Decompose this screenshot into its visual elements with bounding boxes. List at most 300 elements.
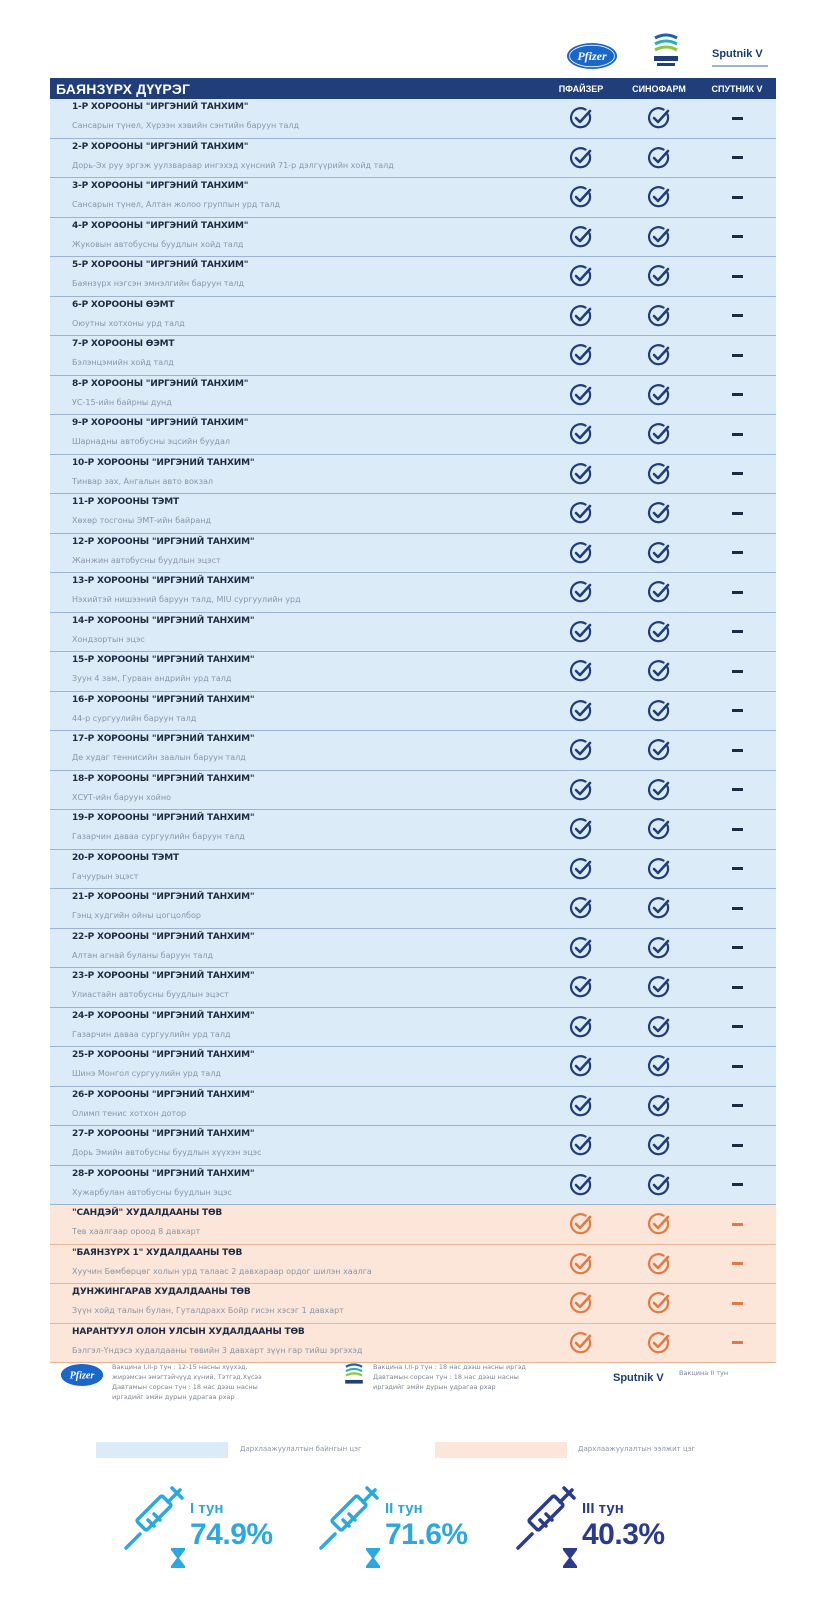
location-info bbox=[50, 1047, 542, 1086]
sputnik-cell bbox=[698, 968, 776, 1007]
pfizer-cell bbox=[542, 494, 620, 533]
sputnik-cell bbox=[698, 1087, 776, 1126]
table-row bbox=[50, 1324, 776, 1364]
location-address: Гэнц худгийн ойны цогцолбор bbox=[72, 911, 201, 920]
table-row bbox=[50, 1126, 776, 1166]
dose-percentage: 74.9% bbox=[190, 1518, 273, 1551]
stat-dose-1 bbox=[118, 1484, 318, 1579]
sputnik-cell bbox=[698, 929, 776, 968]
check-circle-icon bbox=[647, 1094, 671, 1118]
dash-icon bbox=[732, 1183, 743, 1186]
sputnik-cell bbox=[698, 257, 776, 296]
dash-icon bbox=[732, 907, 743, 910]
dose-percentage: 71.6% bbox=[385, 1518, 468, 1551]
sinopharm-logo-icon bbox=[651, 32, 681, 72]
location-address: ХСУТ-ийн баруун хойно bbox=[72, 792, 171, 802]
sinopharm-cell bbox=[620, 889, 698, 928]
sputnik-cell bbox=[698, 139, 776, 178]
check-circle-icon bbox=[569, 1212, 593, 1236]
sputnik-cell bbox=[698, 99, 776, 138]
legend-pfizer bbox=[60, 1362, 262, 1402]
location-info bbox=[50, 1284, 542, 1323]
pfizer-cell bbox=[542, 1008, 620, 1047]
pfizer-cell bbox=[542, 455, 620, 494]
table-row bbox=[50, 968, 776, 1008]
check-circle-icon bbox=[569, 1054, 593, 1078]
location-name: 3-Р ХОРООНЫ "ИРГЭНИЙ ТАНХИМ" bbox=[72, 181, 249, 191]
sputnik-logo bbox=[613, 1368, 671, 1386]
location-address: Дорь-Эх руу эргэж уулзвараар ингэхэд хүнсний 71-р дэлгүүрийн хойд талд bbox=[72, 160, 394, 170]
dose-statistics bbox=[0, 1484, 825, 1584]
location-name: ДУНЖИНГАРАВ ХУДАЛДААНЫ ТӨВ bbox=[72, 1287, 251, 1297]
check-circle-icon bbox=[647, 1054, 671, 1078]
table-body bbox=[50, 99, 776, 1363]
table-row bbox=[50, 771, 776, 811]
sinopharm-cell bbox=[620, 771, 698, 810]
check-circle-icon bbox=[569, 304, 593, 328]
sinopharm-cell bbox=[620, 850, 698, 889]
check-circle-icon bbox=[647, 1133, 671, 1157]
location-address: Жуковын автобусны буудлын хойд талд bbox=[72, 239, 244, 249]
sputnik-cell bbox=[698, 1166, 776, 1205]
sinopharm-cell bbox=[620, 968, 698, 1007]
dash-icon bbox=[732, 314, 743, 317]
check-circle-icon bbox=[569, 225, 593, 249]
location-name: 24-Р ХОРООНЫ "ИРГЭНИЙ ТАНХИМ" bbox=[72, 1010, 255, 1021]
col-header-pfizer: ПФАЙЗЕР bbox=[558, 83, 604, 94]
dash-icon bbox=[732, 1262, 743, 1265]
table-row bbox=[50, 297, 776, 337]
check-circle-icon bbox=[569, 699, 593, 723]
dose-percentage: 40.3% bbox=[582, 1518, 665, 1551]
location-info bbox=[50, 929, 542, 968]
dash-icon bbox=[732, 512, 743, 515]
pfizer-cell bbox=[542, 1087, 620, 1126]
table-row bbox=[50, 692, 776, 732]
sinopharm-cell bbox=[620, 415, 698, 454]
location-address: Баянзүрх нэгсэн эмнэлгийн баруун талд bbox=[72, 279, 245, 288]
location-name: 21-Р ХОРООНЫ "ИРГЭНИЙ ТАНХИМ" bbox=[72, 892, 255, 902]
sinopharm-cell bbox=[620, 257, 698, 296]
location-address: Зүүн хойд талын булан, Гуталдрахх Бойр гисэн хэсэг 1 давхарт bbox=[72, 1306, 344, 1315]
dash-icon bbox=[732, 788, 743, 791]
location-name: 1-Р ХОРООНЫ "ИРГЭНИЙ ТАНХИМ" bbox=[72, 102, 249, 112]
location-info bbox=[50, 257, 542, 296]
hourglass-icon bbox=[560, 1546, 580, 1570]
dash-icon bbox=[732, 709, 743, 712]
dash-icon bbox=[732, 433, 743, 436]
check-circle-icon bbox=[647, 1212, 671, 1236]
table-header bbox=[50, 78, 776, 99]
legend-sputnik-lines bbox=[679, 1368, 728, 1386]
col-header-sinopharm: СИНОФАРМ bbox=[632, 83, 686, 94]
pfizer-cell bbox=[542, 257, 620, 296]
location-name: 9-Р ХОРООНЫ "ИРГЭНИЙ ТАНХИМ" bbox=[72, 418, 249, 428]
blue-key-swatch bbox=[96, 1442, 228, 1458]
location-name: 10-Р ХОРООНЫ "ИРГЭНИЙ ТАНХИМ" bbox=[72, 457, 255, 468]
check-circle-icon bbox=[569, 422, 593, 446]
table-row bbox=[50, 415, 776, 455]
pfizer-cell bbox=[542, 850, 620, 889]
color-key bbox=[0, 1442, 825, 1460]
table-row bbox=[50, 1245, 776, 1285]
legend-sinopharm-lines bbox=[373, 1362, 526, 1392]
sinopharm-cell bbox=[620, 1205, 698, 1244]
location-name: 4-Р ХОРООНЫ "ИРГЭНИЙ ТАНХИМ" bbox=[72, 220, 249, 231]
sputnik-cell bbox=[698, 336, 776, 375]
location-info bbox=[50, 850, 542, 889]
pfizer-cell bbox=[542, 929, 620, 968]
pfizer-cell bbox=[542, 1166, 620, 1205]
sputnik-cell bbox=[698, 297, 776, 336]
location-info bbox=[50, 1166, 542, 1205]
check-circle-icon bbox=[569, 185, 593, 209]
location-name: "САНДЭЙ" ХУДАЛДААНЫ ТӨВ bbox=[72, 1208, 223, 1218]
pfizer-cell bbox=[542, 336, 620, 375]
location-info bbox=[50, 139, 542, 178]
location-info bbox=[50, 968, 542, 1007]
table-row bbox=[50, 455, 776, 495]
location-address: Шарнадны автобусны эцсийн буудал bbox=[72, 437, 230, 446]
location-name: 14-Р ХОРООНЫ "ИРГЭНИЙ ТАНХИМ" bbox=[72, 615, 255, 626]
pfizer-cell bbox=[542, 376, 620, 415]
check-circle-icon bbox=[569, 541, 593, 565]
check-circle-icon bbox=[569, 1173, 593, 1197]
table-row bbox=[50, 1166, 776, 1206]
location-address: Бэлгэл-Үндэсэ худалдааны төвийн 3 давхарт зүүн гар тийш эргэхэд bbox=[72, 1345, 363, 1355]
svg-text:Pfizer: Pfizer bbox=[69, 1370, 95, 1382]
check-circle-icon bbox=[647, 1015, 671, 1039]
sinopharm-cell bbox=[620, 178, 698, 217]
sputnik-cell bbox=[698, 376, 776, 415]
sputnik-logo-text: Sputnik V bbox=[613, 1372, 664, 1384]
sputnik-cell bbox=[698, 810, 776, 849]
check-circle-icon bbox=[647, 817, 671, 841]
location-name: 12-Р ХОРООНЫ "ИРГЭНИЙ ТАНХИМ" bbox=[72, 536, 255, 547]
check-circle-icon bbox=[569, 975, 593, 999]
location-address: Алтан агнай буланы баруун талд bbox=[72, 950, 214, 960]
pfizer-cell bbox=[542, 1047, 620, 1086]
location-name: 20-Р ХОРООНЫ ТЭМТ bbox=[72, 852, 179, 863]
check-circle-icon bbox=[647, 541, 671, 565]
vaccination-table bbox=[50, 78, 776, 1363]
sinopharm-cell bbox=[620, 534, 698, 573]
sputnik-logo-underline bbox=[712, 65, 768, 67]
location-info bbox=[50, 297, 542, 336]
pfizer-cell bbox=[542, 1126, 620, 1165]
sputnik-cell bbox=[698, 731, 776, 770]
sinopharm-cell bbox=[620, 1166, 698, 1205]
location-address: Газарчин даваа сургуулийн урд талд bbox=[72, 1029, 231, 1039]
check-circle-icon bbox=[647, 936, 671, 960]
location-address: Дорь Эмийн автобусны буудлын хүүхэн эцэс bbox=[72, 1148, 262, 1157]
sputnik-cell bbox=[698, 850, 776, 889]
table-row bbox=[50, 731, 776, 771]
check-circle-icon bbox=[647, 343, 671, 367]
sinopharm-cell bbox=[620, 376, 698, 415]
sinopharm-cell bbox=[620, 455, 698, 494]
pfizer-cell bbox=[542, 178, 620, 217]
sinopharm-cell bbox=[620, 297, 698, 336]
check-circle-icon bbox=[647, 422, 671, 446]
sinopharm-cell bbox=[620, 731, 698, 770]
sinopharm-cell bbox=[620, 810, 698, 849]
sputnik-cell bbox=[698, 1047, 776, 1086]
table-row bbox=[50, 99, 776, 139]
pfizer-cell bbox=[542, 573, 620, 612]
check-circle-icon bbox=[647, 699, 671, 723]
sinopharm-cell bbox=[620, 573, 698, 612]
location-name: 17-Р ХОРООНЫ "ИРГЭНИЙ ТАНХИМ" bbox=[72, 734, 255, 744]
check-circle-icon bbox=[569, 462, 593, 486]
sinopharm-cell bbox=[620, 613, 698, 652]
check-circle-icon bbox=[647, 1173, 671, 1197]
location-address: Шинэ Монгол сургуулийн урд талд bbox=[72, 1069, 221, 1078]
location-name: 11-Р ХОРООНЫ ТЭМТ bbox=[72, 497, 179, 507]
sputnik-cell bbox=[698, 573, 776, 612]
pfizer-cell bbox=[542, 415, 620, 454]
location-info bbox=[50, 889, 542, 928]
sputnik-cell bbox=[698, 1245, 776, 1284]
location-info bbox=[50, 771, 542, 810]
check-circle-icon bbox=[569, 383, 593, 407]
location-name: 8-Р ХОРООНЫ "ИРГЭНИЙ ТАНХИМ" bbox=[72, 378, 249, 389]
location-address: Бэлэнцэмийн хойд талд bbox=[72, 358, 174, 367]
legend-sputnik bbox=[613, 1368, 728, 1386]
pfizer-cell bbox=[542, 1245, 620, 1284]
location-info bbox=[50, 1087, 542, 1126]
location-address: Хужарбулан автобусны буудлын эцэс bbox=[72, 1187, 232, 1197]
dash-icon bbox=[732, 1065, 743, 1068]
check-circle-icon bbox=[569, 1094, 593, 1118]
dose-label: II тун bbox=[385, 1500, 423, 1517]
dash-icon bbox=[732, 1144, 743, 1147]
sinopharm-cell bbox=[620, 1087, 698, 1126]
check-circle-icon bbox=[647, 620, 671, 644]
location-address: Нэхийтэй нишээний баруун талд, MIU сургуулийн урд bbox=[72, 595, 301, 604]
hourglass-icon bbox=[363, 1546, 383, 1570]
check-circle-icon bbox=[647, 738, 671, 762]
orange-key-label: Дархлаажуулалтын ээлжит цэг bbox=[578, 1445, 696, 1453]
pfizer-logo-icon bbox=[566, 42, 618, 70]
location-name: 7-Р ХОРООНЫ ӨЭМТ bbox=[72, 339, 175, 349]
pfizer-logo-icon bbox=[60, 1362, 104, 1388]
dash-icon bbox=[732, 196, 743, 199]
location-info bbox=[50, 494, 542, 533]
location-info bbox=[50, 1008, 542, 1047]
location-info bbox=[50, 415, 542, 454]
table-row bbox=[50, 218, 776, 258]
pfizer-cell bbox=[542, 534, 620, 573]
check-circle-icon bbox=[569, 1291, 593, 1315]
sinopharm-cell bbox=[620, 929, 698, 968]
check-circle-icon bbox=[569, 778, 593, 802]
sputnik-cell bbox=[698, 771, 776, 810]
table-row bbox=[50, 178, 776, 218]
legend-line: Вакцина I,II-р тун : 12-15 насны хүүхэд, bbox=[112, 1363, 248, 1371]
dash-icon bbox=[732, 867, 743, 870]
table-row bbox=[50, 810, 776, 850]
location-info bbox=[50, 1126, 542, 1165]
location-address: Олимп тенис хотхон дотор bbox=[72, 1108, 187, 1118]
legend-line: Вакцина II тун bbox=[679, 1369, 729, 1377]
dash-icon bbox=[732, 670, 743, 673]
location-name: 23-Р ХОРООНЫ "ИРГЭНИЙ ТАНХИМ" bbox=[72, 971, 255, 981]
check-circle-icon bbox=[647, 580, 671, 604]
location-address: Тев хаалгаар ороод 8 давхарт bbox=[72, 1227, 201, 1236]
check-circle-icon bbox=[647, 1331, 671, 1355]
check-circle-icon bbox=[647, 106, 671, 130]
legend-line: иргэдийг эмйн дурын удрагаа рхар bbox=[373, 1383, 496, 1391]
location-address: Улиастайн автобусны буудлын эцэст bbox=[72, 990, 229, 999]
location-name: 22-Р ХОРООНЫ "ИРГЭНИЙ ТАНХИМ" bbox=[72, 931, 255, 942]
location-info bbox=[50, 692, 542, 731]
col-header-sputnik: СПУТНИК V bbox=[711, 83, 763, 94]
table-row bbox=[50, 139, 776, 179]
sputnik-cell bbox=[698, 178, 776, 217]
sputnik-cell bbox=[698, 692, 776, 731]
sinopharm-cell bbox=[620, 652, 698, 691]
location-name: 18-Р ХОРООНЫ "ИРГЭНИЙ ТАНХИМ" bbox=[72, 773, 255, 784]
sinopharm-cell bbox=[620, 218, 698, 257]
location-info bbox=[50, 534, 542, 573]
pfizer-cell bbox=[542, 652, 620, 691]
check-circle-icon bbox=[647, 304, 671, 328]
location-info bbox=[50, 1324, 542, 1363]
sputnik-cell bbox=[698, 652, 776, 691]
location-name: 19-Р ХОРООНЫ "ИРГЭНИЙ ТАНХИМ" bbox=[72, 813, 255, 823]
location-address: Гачуурын эцэст bbox=[72, 871, 139, 881]
pfizer-cell bbox=[542, 731, 620, 770]
location-address: Оюутны хотхоны урд талд bbox=[72, 318, 185, 328]
sputnik-cell bbox=[698, 1008, 776, 1047]
pfizer-cell bbox=[542, 613, 620, 652]
table-row bbox=[50, 1284, 776, 1324]
check-circle-icon bbox=[569, 146, 593, 170]
legend-pfizer-lines bbox=[112, 1362, 262, 1402]
location-info bbox=[50, 99, 542, 138]
legend-sinopharm bbox=[343, 1362, 526, 1392]
table-row bbox=[50, 376, 776, 416]
location-address: Хондзортын эцэс bbox=[72, 634, 145, 644]
check-circle-icon bbox=[647, 778, 671, 802]
table-row bbox=[50, 850, 776, 890]
location-info bbox=[50, 1205, 542, 1244]
check-circle-icon bbox=[569, 857, 593, 881]
location-address: УС-15-ийн байрны дунд bbox=[72, 397, 172, 407]
sinopharm-cell bbox=[620, 139, 698, 178]
pfizer-cell bbox=[542, 99, 620, 138]
check-circle-icon bbox=[569, 659, 593, 683]
location-info bbox=[50, 810, 542, 849]
table-row bbox=[50, 889, 776, 929]
table-row bbox=[50, 1087, 776, 1127]
location-name: 26-Р ХОРООНЫ "ИРГЭНИЙ ТАНХИМ" bbox=[72, 1089, 255, 1100]
location-address: Хөхөр тосгоны ЭМТ-ийн байранд bbox=[72, 516, 211, 525]
dash-icon bbox=[732, 828, 743, 831]
sputnik-cell bbox=[698, 1284, 776, 1323]
check-circle-icon bbox=[647, 896, 671, 920]
legend-line: Давтамын сорсан тун : 18 нас дээш насны bbox=[112, 1383, 258, 1391]
check-circle-icon bbox=[569, 343, 593, 367]
pfizer-cell bbox=[542, 218, 620, 257]
sinopharm-cell bbox=[620, 494, 698, 533]
table-row bbox=[50, 929, 776, 969]
check-circle-icon bbox=[569, 106, 593, 130]
table-row bbox=[50, 494, 776, 534]
check-circle-icon bbox=[569, 896, 593, 920]
dash-icon bbox=[732, 986, 743, 989]
location-address: Тинвар зах, Ангалын авто вокзал bbox=[72, 476, 213, 486]
table-row bbox=[50, 534, 776, 574]
check-circle-icon bbox=[647, 264, 671, 288]
sinopharm-cell bbox=[620, 692, 698, 731]
location-name: 28-Р ХОРООНЫ "ИРГЭНИЙ ТАНХИМ" bbox=[72, 1168, 255, 1179]
location-info bbox=[50, 376, 542, 415]
check-circle-icon bbox=[647, 383, 671, 407]
sinopharm-cell bbox=[620, 99, 698, 138]
sputnik-cell bbox=[698, 889, 776, 928]
check-circle-icon bbox=[569, 1331, 593, 1355]
dash-icon bbox=[732, 354, 743, 357]
location-address: Газарчин даваа сургуулийн баруун талд bbox=[72, 832, 245, 841]
legend-line: иргэдийг эмйн дурын удрагаа рхар bbox=[112, 1393, 235, 1401]
check-circle-icon bbox=[569, 1252, 593, 1276]
pfizer-cell bbox=[542, 1205, 620, 1244]
pfizer-cell bbox=[542, 1324, 620, 1363]
dash-icon bbox=[732, 393, 743, 396]
dash-icon bbox=[732, 749, 743, 752]
location-address: Жанжин автобусны буудлын эцэст bbox=[72, 555, 221, 565]
table-row bbox=[50, 613, 776, 653]
orange-key-swatch bbox=[435, 1442, 567, 1458]
check-circle-icon bbox=[647, 659, 671, 683]
blue-key-label: Дархлаажуулалтын байнгын цэг bbox=[240, 1445, 362, 1453]
check-circle-icon bbox=[647, 1291, 671, 1315]
legend-line: жирэмсэн эмэгтэйчүүд хүний, Тэтгэд.Хүсээ bbox=[112, 1373, 262, 1381]
table-row bbox=[50, 257, 776, 297]
dash-icon bbox=[732, 946, 743, 949]
location-info bbox=[50, 731, 542, 770]
sputnik-cell bbox=[698, 1126, 776, 1165]
dose-label: I тун bbox=[190, 1500, 224, 1517]
pfizer-cell bbox=[542, 771, 620, 810]
pfizer-cell bbox=[542, 692, 620, 731]
sputnik-cell bbox=[698, 613, 776, 652]
location-info bbox=[50, 652, 542, 691]
check-circle-icon bbox=[647, 501, 671, 525]
location-address: 44-р сургуулийн баруун талд bbox=[72, 713, 197, 723]
sinopharm-cell bbox=[620, 1008, 698, 1047]
check-circle-icon bbox=[647, 185, 671, 209]
sputnik-cell bbox=[698, 455, 776, 494]
legend-line: Давтамын сорсан тун : 18 нас дээш насны bbox=[373, 1373, 519, 1381]
sputnik-cell bbox=[698, 1324, 776, 1363]
pfizer-cell bbox=[542, 810, 620, 849]
check-circle-icon bbox=[569, 580, 593, 604]
location-name: "БАЯНЗҮРХ 1" ХУДАЛДААНЫ ТӨВ bbox=[72, 1247, 243, 1258]
dash-icon bbox=[732, 275, 743, 278]
check-circle-icon bbox=[569, 1133, 593, 1157]
pfizer-cell bbox=[542, 1284, 620, 1323]
location-address: Сансарын түнел, Алтан жолоо группын урд талд bbox=[72, 200, 281, 209]
location-info bbox=[50, 218, 542, 257]
stat-dose-3 bbox=[510, 1484, 710, 1579]
sputnik-cell bbox=[698, 1205, 776, 1244]
location-info bbox=[50, 573, 542, 612]
check-circle-icon bbox=[569, 620, 593, 644]
sinopharm-cell bbox=[620, 336, 698, 375]
